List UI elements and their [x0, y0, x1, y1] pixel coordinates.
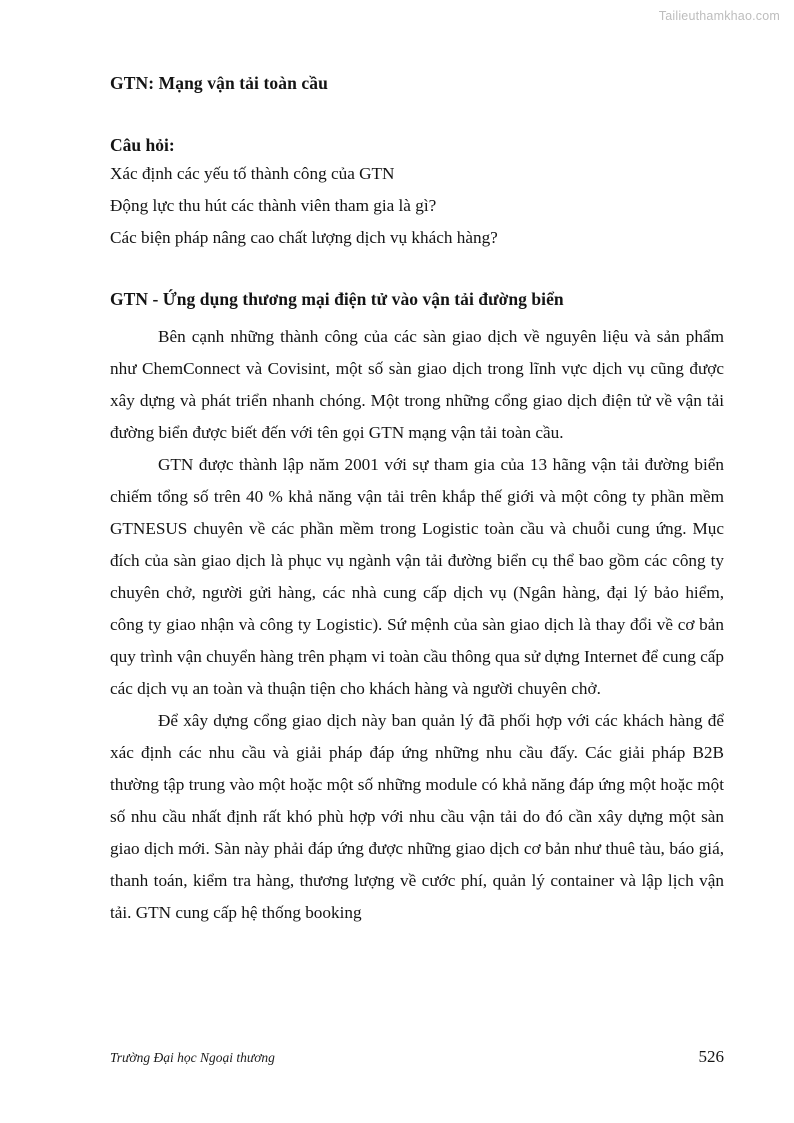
questions-list — [110, 157, 724, 253]
footer-institution: Trường Đại học Ngoại thương — [110, 1050, 275, 1065]
section-heading: GTN - Ứng dụng thương mại điện tử vào vận tải đường biển — [110, 289, 564, 310]
page-number: 526 — [698, 1047, 724, 1066]
site-watermark: Tailieuthamkhao.com — [658, 9, 780, 23]
list-item: Xác định các yếu tố thành công của GTN — [110, 164, 395, 184]
list-item: Động lực thu hút các thành viên tham gia là gì? — [110, 196, 437, 216]
body-paragraph: Để xây dựng cổng giao dịch này ban quản lý đã phối hợp với các khách hàng để xác định các nhu cầu và giải pháp đáp ứng những nhu cầu đấy. Các giải pháp B2B thường tập trung vào một hoặc một số những module có khả năng đáp ứng một hoặc một số nhu cầu nhất định rất khó phù hợp với nhu cầu vận tải do đó cần xây dựng một sàn giao dịch mới. Sàn này phải đáp ứng được những giao dịch cơ bản như thuê tàu, báo giá, thanh toán, kiểm tra hàng, thương lượng về cước phí, quản lý container và lập lịch vận tải. GTN cung cấp hệ thống booking — [110, 710, 724, 922]
page-content — [110, 0, 724, 929]
body-paragraph: GTN được thành lập năm 2001 với sự tham gia của 13 hãng vận tải đường biển chiếm tổng số trên 40 % khả năng vận tải trên khắp thế giới và một công ty phần mềm GTNESUS chuyên về các phần mềm trong Logistic toàn cầu và chuỗi cung ứng. Mục đích của sàn giao dịch là phục vụ ngành vận tải đường biển cụ thể bao gồm các công ty chuyên chở, người gửi hàng, các nhà cung cấp dịch vụ (Ngân hàng, đại lý bảo hiểm, công ty giao nhận và công ty Logistic). Sứ mệnh của sàn giao dịch là thay đổi về cơ bản quy trình vận chuyển hàng trên phạm vi toàn cầu thông qua sử dựng Internet để cung cấp các dịch vụ an toàn và thuận tiện cho khách hàng và người chuyên chở. — [110, 454, 724, 698]
page-title: GTN: Mạng vận tải toàn cầu — [110, 73, 328, 93]
questions-heading: Câu hỏi: — [110, 134, 175, 155]
body-paragraph: Bên cạnh những thành công của các sàn giao dịch về nguyên liệu và sản phẩm như ChemConnect và Covisint, một số sàn giao dịch trong lĩnh vực dịch vụ cũng được xây dựng và phát triển nhanh chóng. Một trong những cổng giao dịch điện tử về vận tải đường biển được biết đến với tên gọi GTN mạng vận tải toàn cầu. — [110, 326, 724, 442]
page-footer — [110, 1047, 724, 1067]
list-item: Các biện pháp nâng cao chất lượng dịch vụ khách hàng? — [110, 228, 498, 248]
